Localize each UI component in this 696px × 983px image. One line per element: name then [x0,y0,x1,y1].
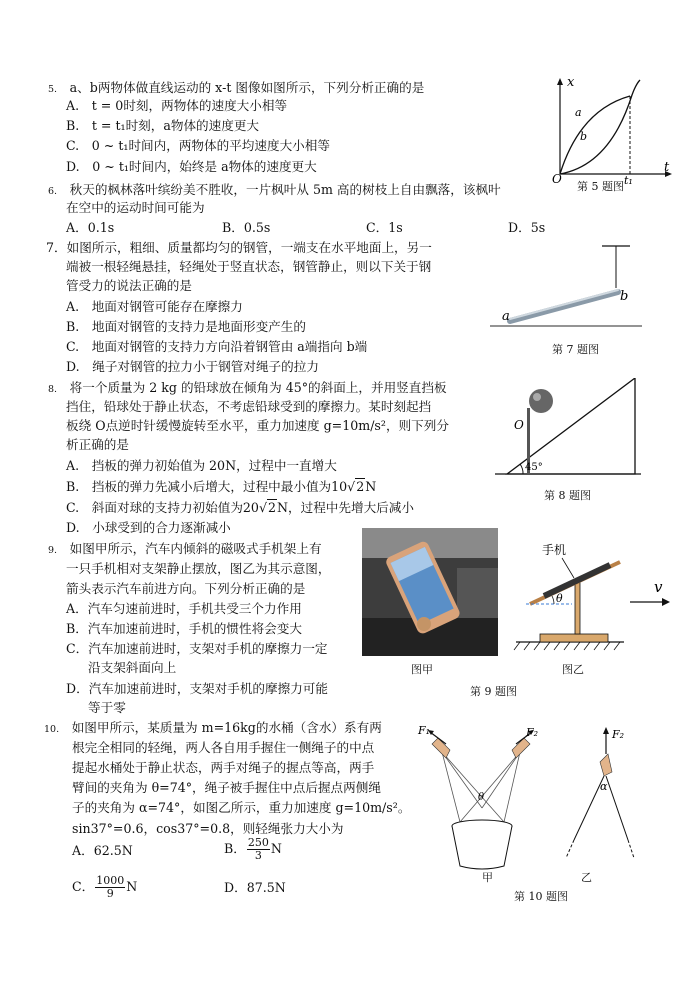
question-stem-line: 臂间的夹角为 θ=74°，绳子被手握住中点后握点两侧绳 [72,780,381,795]
option-c: C. 斜面对球的支持力初始值为20√2N，过程中先增大后减小 [66,500,414,515]
curve-a-label: a [575,106,582,119]
option-a: A．62.5N [72,843,133,858]
theta-label: θ [478,792,485,803]
figure-5-caption: 第 5 题图 [577,180,624,193]
question-stem-line: 端被一根轻绳悬挂，轻绳处于竖直状态，钢管静止，则以下关于钢 [66,259,432,274]
velocity-label: v [654,578,663,596]
question-number: 6. [48,186,58,197]
option-c: C． $\frac{1000}{9}$ N [72,874,138,900]
question-stem: a、b两物体做直线运动的 x-t 图像如图所示，下列分析正确的是 [69,80,425,95]
force-f2-label: F₂ [612,728,625,741]
question-stem: 如图甲所示，汽车内倾斜的磁吸式手机架上有 [69,541,322,556]
theta-label: θ [556,592,563,605]
question-stem: 秋天的枫林落叶缤纷美不胜收，一片枫叶从 5m 高的树枝上自由飘落，该枫叶 [69,182,501,197]
question-stem-line: sin37°=0.6，cos37°=0.8，则轻绳张力大小为 [72,821,344,836]
question-number: 8. [48,384,58,395]
option-d: D．5s [508,220,546,235]
question-stem: 如图甲所示，某质量为 m=16kg的水桶（含水）系有两 [71,720,382,735]
origin-label: O [552,172,562,185]
question-stem-line: 一只手机相对支架静止摆放，图乙为其示意图， [66,561,331,576]
question-stem-line: 子的夹角为 α=74°，如图乙所示，重力加速度 g=10m/s²。 [72,800,411,815]
option-d-cont: 等于零 [88,700,126,715]
option-a: A. 挡板的弹力初始值为 20N，过程中一直增大 [66,458,337,473]
option-a: A．汽车匀速前进时，手机共受三个力作用 [66,601,302,616]
figure-9-caption: 第 9 题图 [470,685,517,698]
option-c-cont: 沿支架斜面向上 [88,660,177,675]
figure-8-caption: 第 8 题图 [544,489,591,502]
question-stem-line: 析正确的是 [66,437,129,452]
end-a-label: a [502,309,510,324]
t-axis-label: t [664,160,670,175]
figure-9-diagram [508,534,678,658]
option-d: D. 0 ~ t₁时间内，始终是 a物体的速度更大 [66,159,317,174]
t1-label: t₁ [624,174,633,185]
figure-8-incline [495,378,645,480]
option-b: B．0.5s [222,220,271,235]
question-stem-line: 根完全相同的轻绳，两人各自用手握住一侧绳子的中点 [72,740,375,755]
x-axis-label: x [567,75,575,90]
force-f1-label: F₁ [418,724,431,737]
option-b: B． $\frac{250}{3}$ N [224,836,282,862]
figure-9-photo-caption: 图甲 [411,663,433,676]
angle-label: 45° [525,462,543,473]
question-stem-line: 在空中的运动时间可能为 [66,200,205,215]
figure-9-photo [362,528,498,656]
figure-7-caption: 第 7 题图 [552,343,599,356]
option-a: A. 地面对钢管可能存在摩擦力 [66,299,243,314]
option-d: D. 小球受到的合力逐渐减小 [66,520,231,535]
option-b: B. 挡板的弹力先减小后增大，过程中最小值为10√2N [66,479,377,494]
question-number: 7． [46,240,67,255]
question-stem: 如图所示，粗细、质量都均匀的钢管，一端支在水平地面上，另一 [66,240,432,255]
question-stem-line: 板绕 O点逆时针缓慢旋转至水平，重力加速度 g=10m/s²，则下列分 [66,418,449,433]
question-number: 5. [48,84,58,95]
figure-10-rope [560,724,646,874]
figure-10-caption: 第 10 题图 [514,890,568,903]
radicand: 2 [267,500,276,515]
option-c: C．1s [366,220,403,235]
radicand: 2 [356,479,365,494]
end-b-label: b [620,289,629,304]
figure-5-xt-graph [540,70,675,185]
question-number: 10. [44,724,60,735]
question-stem-line: 提起水桶处于静止状态，两手对绳子的握点等高，两手 [72,760,375,775]
fraction: $\frac{1000}{9}$ [96,874,125,900]
alpha-label: α [600,780,608,793]
option-c: C．汽车加速前进时，支架对手机的摩擦力一定 [66,641,328,656]
option-d: D．87.5N [224,880,286,895]
figure-7-steel-pipe [490,238,650,336]
option-b: B. 地面对钢管的支持力是地面形变产生的 [66,319,306,334]
question-stem-line: 管受力的说法正确的是 [66,278,192,293]
option-d: D．汽车加速前进时，支架对手机的摩擦力可能 [66,681,328,696]
force-f2-label: F₂ [526,726,539,739]
pivot-o-label: O [514,418,524,432]
question-stem-line: 挡住，铅球处于静止状态，不考虑铅球受到的摩擦力。某时刻起挡 [66,399,432,414]
option-b: B. t = t₁时刻，a物体的速度更大 [66,118,260,133]
option-b: B．汽车加速前进时，手机的惯性将会变大 [66,621,302,636]
figure-10-yi-caption: 乙 [581,871,592,884]
question-number: 9. [48,545,58,556]
figure-9-diagram-caption: 图乙 [562,663,584,676]
option-c: C. 0 ~ t₁时间内，两物体的平均速度大小相等 [66,138,330,153]
fraction: $\frac{250}{3}$ [247,836,269,862]
question-stem: 将一个质量为 2 kg 的铅球放在倾角为 45°的斜面上，并用竖直挡板 [69,380,447,395]
option-a: A．0.1s [66,220,115,235]
question-stem-line: 箭头表示汽车前进方向。下列分析正确的是 [66,581,306,596]
option-a: A. t = 0时刻，两物体的速度大小相等 [66,98,288,113]
option-d: D. 绳子对钢管的拉力小于钢管对绳子的拉力 [66,359,319,374]
curve-b-label: b [580,130,588,143]
option-c: C. 地面对钢管的支持力方向沿着钢管由 a端指向 b端 [66,339,368,354]
figure-10-bucket [416,722,550,882]
figure-10-jia-caption: 甲 [482,871,493,884]
phone-label: 手机 [542,543,567,557]
